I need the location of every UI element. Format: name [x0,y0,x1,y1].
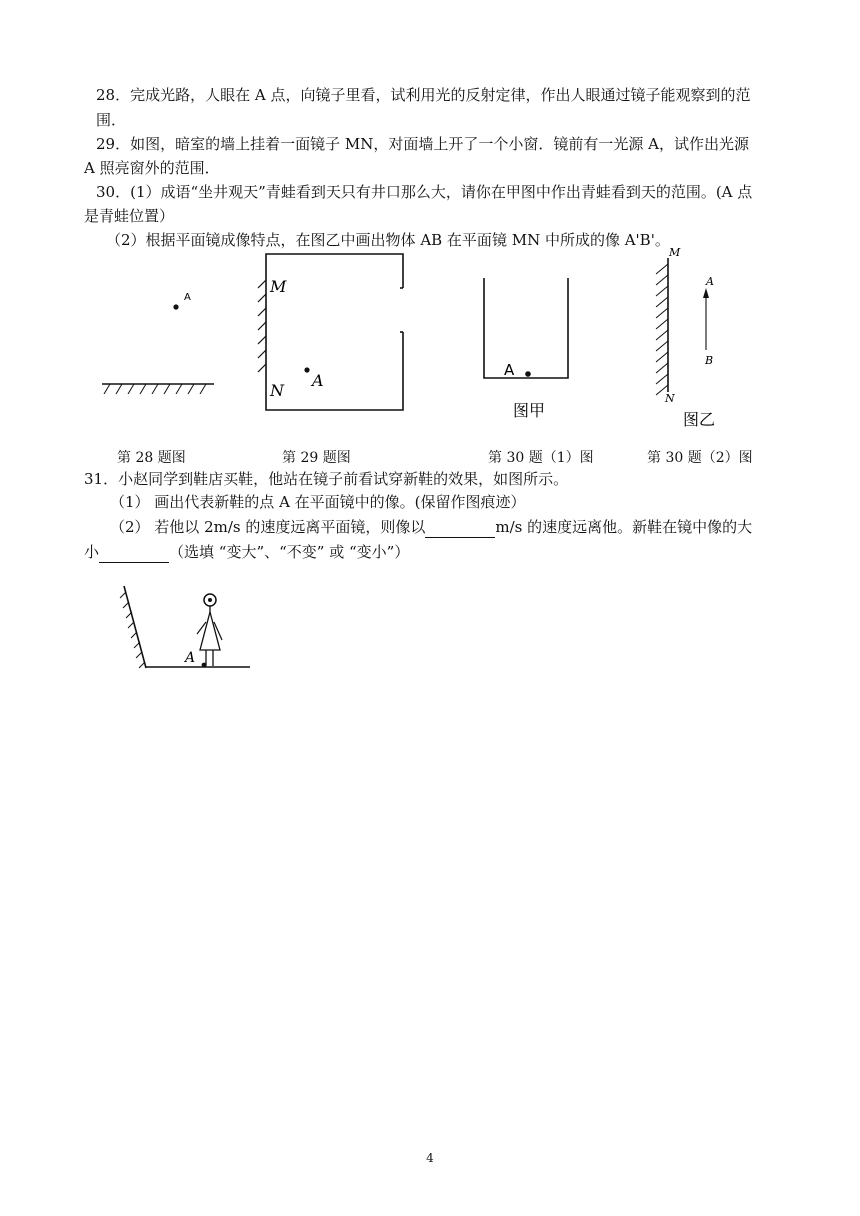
tilted-mirror [124,586,146,668]
figure-28 [96,280,226,405]
person-figure [197,594,222,666]
q31-line1: 31．小赵同学到鞋店买鞋，他站在镜子前看试穿新鞋的效果，如图所示。 [84,470,569,488]
q31-sub2-part-d: （选填 “变大”、“不变” 或 “变小”） [169,543,410,561]
q31-sub1: （1） 画出代表新鞋的点 A 在平面镜中的像。(保留作图痕迹） [110,493,526,511]
q29-line2: A 照亮窗外的范围． [84,159,220,177]
q31-sub2-part-b: m/s 的速度远离他。新鞋在镜中像的大 [495,518,753,536]
caption-fig30-2: 第 30 题（2）图 [647,450,753,466]
q30-line1: 30．(1）成语“坐井观天”青蛙看到天只有井口那么大，请你在甲图中作出青蛙看到天的范围。(A 点 [96,183,753,201]
q28-line1: 28．完成光路，人眼在 A 点，向镜子里看，试利用光的反射定律，作出人眼通过镜子能观察到的范 [96,86,751,104]
fig30-2-label-m: M [669,246,681,259]
fig30-2-label-n: N [665,392,675,405]
mirror-mn-hatching [258,280,266,372]
caption-fig28: 第 28 题图 [117,450,186,466]
mirror-mn-hatching [656,264,668,395]
q31-sub2-part-a: （2） 若他以 2m/s 的速度远离平面镜，则像以 [110,518,426,536]
q30-line2: 是青蛙位置） [84,207,175,225]
q30-line3: （2）根据平面镜成像特点，在图乙中画出物体 AB 在平面镜 MN 中所成的像 A'B'。 [106,231,670,249]
q29-line1: 29．如图，暗室的墙上挂着一面镜子 MN，对面墙上开了一个小窗．镜前有一光源 A，试作出光源 [96,135,749,153]
fig28-label-a: A [184,292,191,303]
shoe-point-a [202,663,207,668]
light-point-a [173,304,178,309]
fig30-2-title: 图乙 [683,410,716,429]
fig30-2-label-b: B [705,354,714,367]
fig30-1-label-a: A [504,361,515,379]
figure-30-2 [643,240,743,435]
fig30-2-label-a: A [706,275,714,288]
frog-point-a [525,371,531,377]
q31-sub2-part-c: 小 [84,543,100,561]
fig29-label-n: N [270,381,284,400]
answer-blank-size[interactable] [99,546,169,563]
light-source-a [304,367,309,372]
fig29-label-m: M [270,277,287,296]
q31-sub2-line2 [84,541,409,563]
well-outline [484,278,568,378]
fig31-label-a: A [185,650,196,666]
mirror-hatching [104,384,206,394]
room-walls [266,254,403,410]
q31-sub2-line [110,516,752,538]
fig30-1-title: 图甲 [513,401,546,420]
answer-blank-speed[interactable] [425,521,495,538]
fig29-label-a: A [312,371,324,390]
arrow-head [703,288,709,298]
page-number: 4 [426,1151,434,1165]
q28-line2: 围． [96,111,127,129]
mirror-hatching [120,592,145,668]
figure-31 [118,578,258,673]
figure-29 [250,250,415,420]
figure-30-1 [476,272,576,422]
caption-fig29: 第 29 题图 [282,450,351,466]
caption-fig30-1: 第 30 题（1）图 [488,450,594,466]
